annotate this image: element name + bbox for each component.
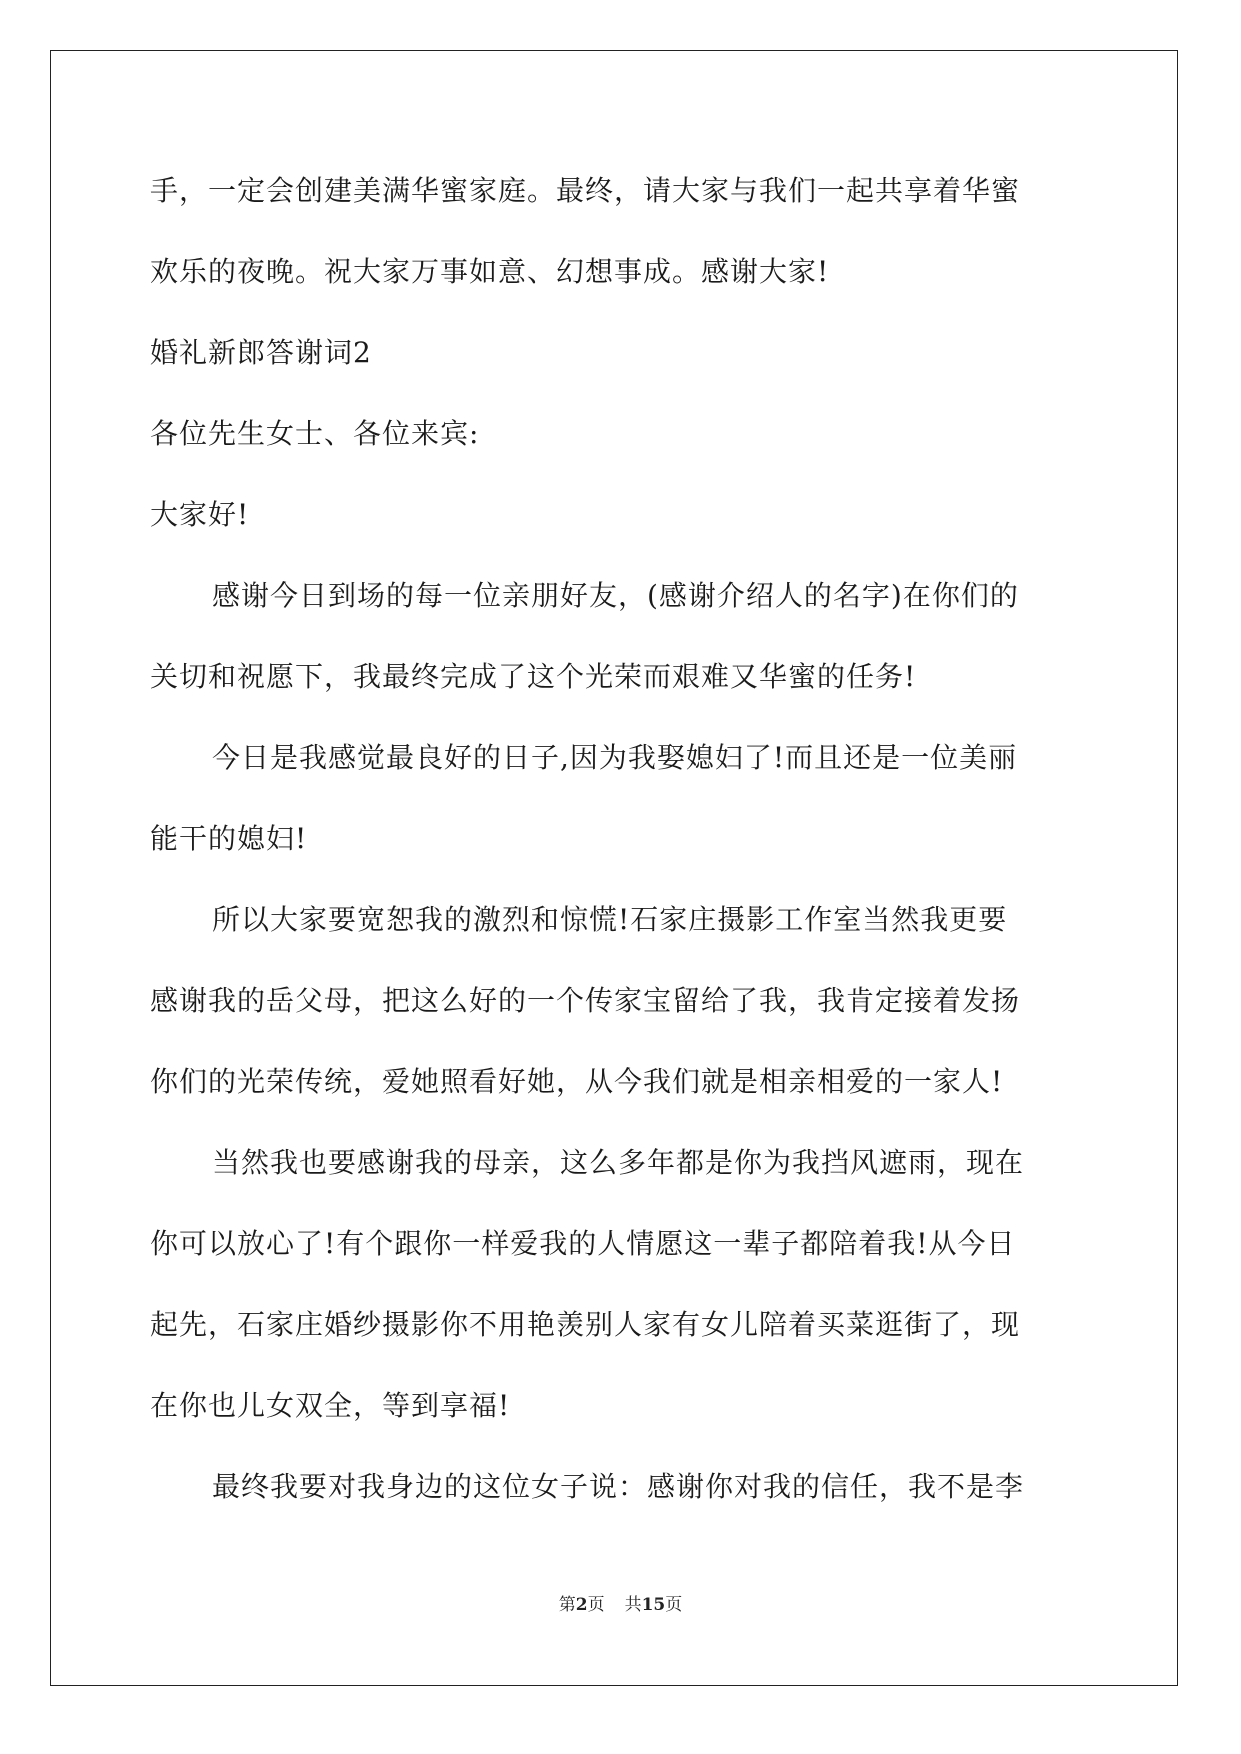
total-pages: 15 [641, 1595, 666, 1615]
text-line: 各位先生女士、各位来宾: [150, 417, 480, 450]
text-line: 当然我也要感谢我的母亲，这么多年都是你为我挡风遮雨，现在 [212, 1146, 1025, 1179]
text-line: 你们的光荣传统，爱她照看好她，从今我们就是相亲相爱的一家人! [150, 1065, 1004, 1098]
page-footer [0, 1593, 1241, 1617]
total-prefix: 共 [624, 1595, 642, 1615]
text-line: 在你也儿女双全，等到享福! [150, 1389, 511, 1422]
page-suffix: 页 [587, 1595, 605, 1615]
page-number: 2 [575, 1595, 588, 1615]
text-line: 欢乐的夜晚。祝大家万事如意、幻想事成。感谢大家! [150, 255, 830, 288]
document-body [150, 150, 1080, 1527]
text-line: 大家好! [150, 498, 250, 531]
text-line: 最终我要对我身边的这位女子说：感谢你对我的信任，我不是李 [212, 1470, 1025, 1503]
text-line: 起先，石家庄婚纱摄影你不用艳羡别人家有女儿陪着买菜逛街了，现 [150, 1308, 1021, 1341]
total-suffix: 页 [665, 1595, 683, 1615]
text-line: 所以大家要宽恕我的激烈和惊慌!石家庄摄影工作室当然我更要 [212, 903, 1008, 936]
text-line: 手，一定会创建美满华蜜家庭。最终，请大家与我们一起共享着华蜜 [150, 174, 1021, 207]
text-line: 能干的媳妇! [150, 822, 308, 855]
text-line: 你可以放心了!有个跟你一样爱我的人情愿这一辈子都陪着我!从今日 [150, 1227, 1016, 1260]
text-line: 婚礼新郎答谢词2 [150, 336, 372, 369]
text-line: 感谢今日到场的每一位亲朋好友，(感谢介绍人的名字)在你们的 [212, 579, 1019, 612]
page-prefix: 第 [558, 1595, 576, 1615]
text-line: 关切和祝愿下，我最终完成了这个光荣而艰难又华蜜的任务! [150, 660, 917, 693]
text-line: 感谢我的岳父母，把这么好的一个传家宝留给了我，我肯定接着发扬 [150, 984, 1021, 1017]
text-line: 今日是我感觉最良好的日子,因为我娶媳妇了!而且还是一位美丽 [212, 741, 1018, 774]
